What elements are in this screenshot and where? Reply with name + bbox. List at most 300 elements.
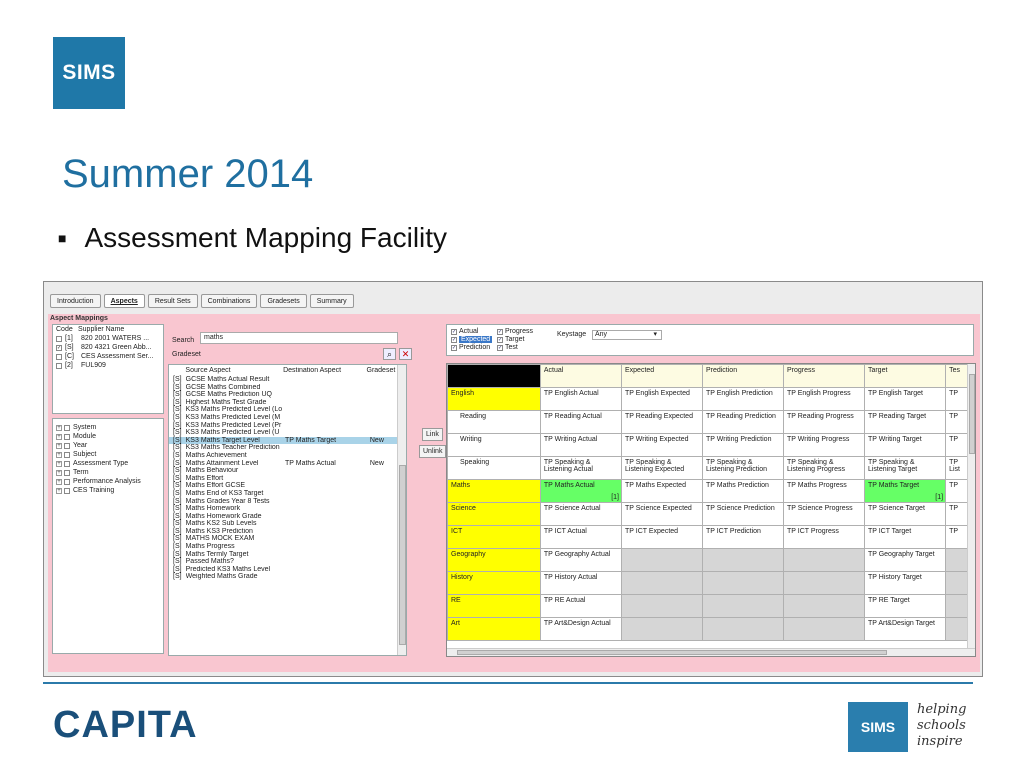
mapping-cell[interactable] <box>946 457 968 480</box>
source-row-code: [S] <box>173 512 182 520</box>
tree-item-label: Subject <box>73 451 97 458</box>
filter-target[interactable] <box>497 336 524 343</box>
mapping-cell[interactable] <box>622 503 703 526</box>
source-row-code: [S] <box>173 527 182 535</box>
filter-label: Target <box>505 336 525 343</box>
mapping-cell-text: TP <box>949 528 959 535</box>
grid-column-header[interactable]: Prediction <box>702 365 783 388</box>
tab-result-sets[interactable]: Result Sets <box>148 294 198 308</box>
source-row-grade: New <box>369 436 384 444</box>
grid-row <box>448 595 975 618</box>
supplier-row[interactable] <box>53 361 163 370</box>
source-row-source: MATHS MOCK EXAM <box>185 535 255 543</box>
filter-actual[interactable] <box>451 328 478 335</box>
source-aspect-row[interactable] <box>169 399 406 407</box>
supplier-checkbox[interactable] <box>56 363 62 369</box>
expand-icon[interactable]: + <box>57 433 61 440</box>
mapping-cell-text: TP Writing Target <box>867 436 922 443</box>
source-aspect-row[interactable] <box>169 520 406 528</box>
mapping-cell-text: TP English Target <box>867 390 923 397</box>
mapping-cell[interactable] <box>622 572 703 595</box>
source-row-dest <box>285 467 370 475</box>
mapping-cell[interactable] <box>702 618 783 641</box>
keystage-label: Keystage <box>557 331 587 338</box>
supplier-name: CES Assessment Ser... <box>81 353 154 360</box>
mapping-cell[interactable] <box>702 503 783 526</box>
source-row-source: Maths Effort <box>185 474 224 482</box>
grid-corner <box>448 365 541 388</box>
checkbox[interactable]: ✓ <box>452 344 457 351</box>
mapping-cell[interactable] <box>783 595 864 618</box>
supplier-row[interactable] <box>53 343 163 352</box>
source-row-source: Maths Attainment Level <box>185 459 259 467</box>
source-aspect-row[interactable] <box>169 543 406 551</box>
source-list-header <box>169 365 406 376</box>
mapping-cell-text: TP <box>949 436 959 443</box>
mapping-cell[interactable] <box>783 480 864 503</box>
mapping-cell-text: TP ICT Progress <box>786 528 839 535</box>
subject-cell[interactable]: Writing <box>448 434 541 457</box>
mapping-cell[interactable] <box>946 411 968 434</box>
source-row-dest <box>285 384 370 392</box>
sims-footer-logo: SIMS <box>848 702 908 752</box>
mapping-cell[interactable] <box>540 618 621 641</box>
mapping-cell[interactable] <box>540 595 621 618</box>
source-row-code: [S] <box>173 376 182 383</box>
bullet-point <box>58 222 447 254</box>
subject-cell[interactable]: Art <box>448 618 541 641</box>
source-row-code: [S] <box>173 543 182 551</box>
mapping-cell[interactable] <box>702 526 783 549</box>
mapping-cell[interactable] <box>783 434 864 457</box>
mapping-cell[interactable] <box>702 595 783 618</box>
tree-item-label: Term <box>73 469 89 476</box>
tree-item[interactable] <box>53 477 163 486</box>
search-input[interactable]: maths <box>200 332 398 344</box>
mapping-cell[interactable] <box>702 434 783 457</box>
checkbox[interactable]: ✓ <box>452 336 457 343</box>
filter-progress[interactable] <box>497 328 533 335</box>
mapping-cell[interactable] <box>864 572 945 595</box>
mapping-cell-text: TP RE Target <box>867 597 910 604</box>
source-aspect-row[interactable] <box>169 490 406 498</box>
tree-item[interactable] <box>53 423 163 432</box>
filter-label: Actual <box>459 328 479 335</box>
square-bullet-icon: ■ <box>58 230 67 246</box>
mapping-cell[interactable] <box>702 411 783 434</box>
grid-column-header[interactable]: Tes <box>946 365 968 388</box>
source-row-code: [S] <box>173 459 182 467</box>
unlink-button[interactable]: Unlink <box>419 445 446 458</box>
source-aspect-row[interactable] <box>169 376 406 384</box>
grid-row <box>448 457 975 480</box>
source-row-source: KS3 Maths Teacher Prediction <box>185 444 280 452</box>
tree-item-label: Module <box>73 433 96 440</box>
dropdown-arrow-icon: ▾ <box>653 331 657 338</box>
source-row-code: [S] <box>173 429 182 437</box>
checkbox[interactable]: ✓ <box>498 344 503 351</box>
mapping-cell[interactable] <box>864 388 945 411</box>
source-column-header[interactable]: Destination Aspect <box>283 367 342 374</box>
expand-icon[interactable]: + <box>57 424 61 431</box>
aspect-type-filters <box>446 324 974 356</box>
filter-expected[interactable] <box>451 336 492 343</box>
source-row-dest <box>285 399 370 407</box>
mapping-cell[interactable] <box>864 618 945 641</box>
source-row-source: Maths Termly Target <box>185 550 249 558</box>
source-row-dest <box>285 422 370 430</box>
source-row-dest <box>285 505 370 513</box>
grid-scrollbar-thumb[interactable] <box>969 374 975 454</box>
tree-item[interactable] <box>53 459 163 468</box>
subject-cell[interactable]: Reading <box>448 411 541 434</box>
tree-item[interactable] <box>53 441 163 450</box>
mapping-cell[interactable] <box>783 618 864 641</box>
source-aspect-row[interactable] <box>169 437 406 445</box>
mapping-cell[interactable] <box>702 457 783 480</box>
tree-item[interactable] <box>53 450 163 459</box>
supplier-name-column-header[interactable]: Supplier Name <box>78 326 125 333</box>
mapping-cell-text: TP <box>949 390 959 397</box>
tab-bar <box>50 294 354 308</box>
source-row-dest <box>285 513 370 521</box>
subject-cell[interactable]: Maths <box>448 480 541 503</box>
screenshot-window <box>43 281 983 677</box>
source-row-code: [S] <box>173 413 182 421</box>
source-aspect-row[interactable] <box>169 475 406 483</box>
source-row-code: [S] <box>173 497 182 505</box>
supplier-code: [S] <box>65 344 74 351</box>
source-row-source: KS3 Maths Predicted Level (M <box>185 413 281 421</box>
expand-icon[interactable]: + <box>57 442 61 449</box>
source-row-dest <box>285 573 370 581</box>
source-row-source: Maths End of KS3 Target <box>185 489 264 497</box>
mapping-cell[interactable] <box>783 411 864 434</box>
source-aspect-row[interactable] <box>169 528 406 536</box>
grid-horizontal-scrollbar[interactable] <box>447 648 975 656</box>
source-row-code: [S] <box>173 558 182 566</box>
mapping-cell[interactable] <box>864 457 945 480</box>
source-row-code: [S] <box>173 406 182 414</box>
mapping-cell[interactable] <box>702 572 783 595</box>
mapping-cell[interactable] <box>622 457 703 480</box>
mapping-cell[interactable] <box>946 434 968 457</box>
capita-logo: CAPITA <box>53 704 198 746</box>
mapping-cell[interactable] <box>864 434 945 457</box>
source-row-code: [S] <box>173 573 182 581</box>
mapping-cell[interactable] <box>622 618 703 641</box>
mapping-cell-text: TP English Progress <box>786 390 851 397</box>
link-button[interactable]: Link <box>422 428 443 441</box>
source-row-source: GCSE Maths Actual Result <box>185 376 270 383</box>
grid-column-header[interactable]: Expected <box>622 365 703 388</box>
grid-vertical-scrollbar[interactable] <box>967 364 975 656</box>
tree-item[interactable] <box>53 486 163 495</box>
tree-item-label: Performance Analysis <box>73 478 141 485</box>
source-aspect-row[interactable] <box>169 482 406 490</box>
source-row-dest <box>285 429 370 437</box>
gradeset-label: Gradeset <box>172 351 201 358</box>
mapping-cell-text: TP Geography Target <box>867 551 935 558</box>
tree-checkbox[interactable] <box>64 470 70 476</box>
tree-item[interactable] <box>53 432 163 441</box>
mapping-cell-text: TP Science Progress <box>786 505 853 512</box>
mapping-cell[interactable] <box>622 480 703 503</box>
search-icon[interactable]: ⌕ <box>383 348 396 360</box>
mapping-cell[interactable] <box>783 503 864 526</box>
mapping-cell[interactable] <box>622 434 703 457</box>
tree-checkbox[interactable] <box>64 434 70 440</box>
mapped-marker: [1] <box>935 494 944 501</box>
tab-aspects[interactable]: Aspects <box>104 294 145 308</box>
mapping-cell[interactable] <box>540 572 621 595</box>
subject-cell[interactable]: ICT <box>448 526 541 549</box>
supplier-code: [2] <box>65 362 73 369</box>
source-row-source: Weighted Maths Grade <box>185 573 258 581</box>
supplier-checkbox[interactable] <box>56 336 62 342</box>
mapping-cell-text: TP Reading Prediction <box>705 413 776 420</box>
source-row-code: [S] <box>173 383 182 391</box>
mapping-cell[interactable] <box>783 457 864 480</box>
grid-column-header[interactable]: Actual <box>540 365 621 388</box>
source-aspect-row[interactable] <box>169 558 406 566</box>
mapping-cell[interactable] <box>946 480 968 503</box>
category-tree <box>52 418 164 654</box>
source-aspect-row[interactable] <box>169 414 406 422</box>
source-aspect-row[interactable] <box>169 384 406 392</box>
mapping-cell-text: TP Reading Actual <box>543 413 602 420</box>
mapping-cell-text: TP <box>949 482 959 489</box>
source-column-header[interactable]: Source Aspect <box>185 367 231 374</box>
source-aspect-row[interactable] <box>169 444 406 452</box>
mapping-cell[interactable] <box>783 388 864 411</box>
source-row-code: [S] <box>173 520 182 528</box>
mapping-cell[interactable] <box>540 480 621 503</box>
grid-row <box>448 434 975 457</box>
expand-icon[interactable]: + <box>57 487 61 494</box>
source-aspect-row[interactable] <box>169 406 406 414</box>
tab-gradesets[interactable]: Gradesets <box>260 294 306 308</box>
source-aspect-row[interactable] <box>169 505 406 513</box>
mapping-cell[interactable] <box>540 549 621 572</box>
mapping-cell-text: TP <box>949 505 959 512</box>
source-row-dest <box>285 528 370 536</box>
source-aspect-row[interactable] <box>169 467 406 475</box>
source-row-dest <box>285 475 370 483</box>
clear-icon[interactable]: ✕ <box>399 348 412 360</box>
checkbox[interactable]: ✓ <box>452 328 457 335</box>
mapping-cell[interactable] <box>864 549 945 572</box>
scrollbar-thumb[interactable] <box>399 465 406 645</box>
source-row-source: Maths Progress <box>185 543 235 551</box>
subject-cell[interactable]: Geography <box>448 549 541 572</box>
mapping-grid <box>446 363 976 657</box>
mapping-cell[interactable] <box>946 526 968 549</box>
source-aspect-row[interactable] <box>169 429 406 437</box>
section-title: Aspect Mappings <box>50 315 108 322</box>
tab-summary[interactable]: Summary <box>310 294 354 308</box>
supplier-row[interactable] <box>53 352 163 361</box>
mapping-cell[interactable] <box>622 595 703 618</box>
source-column-header[interactable]: Gradeset <box>366 367 396 374</box>
mapping-cell-text: TP Science Prediction <box>705 505 775 512</box>
source-aspect-list <box>168 364 407 656</box>
expand-icon[interactable]: + <box>57 460 61 467</box>
source-aspect-row[interactable] <box>169 551 406 559</box>
source-row-source: Maths Grades Year 8 Tests <box>185 497 270 505</box>
subject-cell[interactable]: History <box>448 572 541 595</box>
mapping-cell-text: TP Reading Progress <box>786 413 854 420</box>
mapping-cell[interactable] <box>540 526 621 549</box>
mapping-cell[interactable] <box>622 549 703 572</box>
slide-title: Summer 2014 <box>62 152 314 196</box>
mapping-cell[interactable] <box>540 411 621 434</box>
source-row-dest <box>285 498 370 506</box>
mapping-cell[interactable] <box>540 388 621 411</box>
mapping-cell[interactable] <box>946 503 968 526</box>
mapping-cell-text: TP Writing Prediction <box>705 436 772 443</box>
keystage-select[interactable]: Any ▾ <box>592 330 662 340</box>
source-aspect-row[interactable] <box>169 513 406 521</box>
tab-combinations[interactable]: Combinations <box>201 294 258 308</box>
mapping-cell[interactable] <box>702 549 783 572</box>
tree-checkbox[interactable] <box>64 461 70 467</box>
source-row-source: KS3 Maths Predicted Level (Lo <box>185 406 283 414</box>
mapping-cell[interactable] <box>622 411 703 434</box>
grid-column-header[interactable]: Target <box>864 365 945 388</box>
mapping-cell[interactable] <box>540 434 621 457</box>
mapping-cell[interactable] <box>864 595 945 618</box>
mapping-cell-text: TP Art&Design Actual <box>543 620 611 627</box>
mapping-cell-text: TP ICT Target <box>867 528 912 535</box>
source-row-dest <box>285 535 370 543</box>
mapping-cell-text: TP Speaking & Listening Actual <box>543 459 593 473</box>
subject-cell[interactable]: RE <box>448 595 541 618</box>
source-row-code: [S] <box>173 436 182 444</box>
tree-checkbox[interactable] <box>64 443 70 449</box>
mapping-cell[interactable] <box>783 572 864 595</box>
supplier-name: FUL909 <box>81 362 106 369</box>
mapping-cell[interactable] <box>946 388 968 411</box>
source-row-code: [S] <box>173 421 182 429</box>
tree-checkbox[interactable] <box>64 425 70 431</box>
mapping-cell-text: TP Maths Expected <box>625 482 686 489</box>
source-aspect-row[interactable] <box>169 566 406 574</box>
subject-cell[interactable]: Speaking <box>448 457 541 480</box>
tree-checkbox[interactable] <box>64 452 70 458</box>
mapping-cell-text: TP Writing Progress <box>786 436 850 443</box>
source-row-dest <box>285 414 370 422</box>
filter-test[interactable] <box>497 344 518 351</box>
mapping-cell[interactable] <box>622 526 703 549</box>
source-aspect-row[interactable] <box>169 460 406 468</box>
mapping-cell[interactable] <box>622 388 703 411</box>
source-row-code: [S] <box>173 398 182 406</box>
expand-icon[interactable]: + <box>57 478 61 485</box>
mapping-cell[interactable] <box>864 480 945 503</box>
bullet-text: Assessment Mapping Facility <box>84 222 448 253</box>
expand-icon[interactable]: + <box>57 469 61 476</box>
source-row-source: Maths Effort GCSE <box>185 482 246 490</box>
subject-cell[interactable]: Science <box>448 503 541 526</box>
supplier-row[interactable] <box>53 334 163 343</box>
mapping-cell[interactable] <box>702 388 783 411</box>
filter-label: Expected <box>461 336 491 343</box>
mapping-cell-text: TP RE Actual <box>543 597 586 604</box>
mapping-cell-text: TP ICT Actual <box>543 528 587 535</box>
filter-label: Progress <box>505 328 534 335</box>
source-row-code: [S] <box>173 444 182 452</box>
supplier-checkbox[interactable]: ✓ <box>57 344 62 351</box>
source-aspect-row[interactable] <box>169 391 406 399</box>
source-row-source: KS3 Maths Predicted Level (U <box>185 429 280 437</box>
mapping-cell[interactable] <box>702 480 783 503</box>
supplier-checkbox[interactable] <box>56 354 62 360</box>
checkbox[interactable]: ✓ <box>498 328 503 335</box>
subject-cell[interactable]: English <box>448 388 541 411</box>
checkbox[interactable]: ✓ <box>498 336 503 343</box>
supplier-name: 820 4321 Green Abb... <box>81 344 152 351</box>
source-aspect-row[interactable] <box>169 573 406 581</box>
source-row-source: Highest Maths Test Grade <box>185 398 267 406</box>
mapped-marker: [1] <box>611 494 619 501</box>
mapping-cell-text: TP ICT Expected <box>625 528 679 535</box>
expand-icon[interactable]: + <box>57 451 61 458</box>
source-row-source: KS3 Maths Target Level <box>185 436 260 444</box>
tab-introduction[interactable]: Introduction <box>50 294 101 308</box>
source-aspect-row[interactable] <box>169 498 406 506</box>
tree-item[interactable] <box>53 468 163 477</box>
source-aspect-row[interactable] <box>169 452 406 460</box>
mapping-cell[interactable] <box>540 457 621 480</box>
aspect-mappings-panel <box>48 314 980 672</box>
mapping-cell-text: TP Writing Expected <box>625 436 689 443</box>
mapping-cell[interactable] <box>783 526 864 549</box>
source-list-scrollbar[interactable] <box>397 365 406 655</box>
source-row-source: Maths Achievement <box>185 451 247 459</box>
mapping-cell[interactable] <box>864 503 945 526</box>
grid-row <box>448 411 975 434</box>
source-aspect-row[interactable] <box>169 422 406 430</box>
mapping-cell-text: TP Art&Design Target <box>867 620 936 627</box>
source-row-code: [S] <box>173 489 182 497</box>
grid-hscroll-thumb[interactable] <box>457 650 887 655</box>
supplier-name: 820 2001 WATERS ... <box>81 335 150 342</box>
source-row-code: [S] <box>173 474 182 482</box>
mapping-cell-text: TP English Expected <box>625 390 690 397</box>
sims-logo: SIMS <box>53 37 125 109</box>
source-row-source: Maths Homework Grade <box>185 512 262 520</box>
filter-prediction[interactable] <box>451 344 490 351</box>
mapping-cell-text: TP History Target <box>867 574 922 581</box>
source-row-dest <box>285 566 370 574</box>
mapping-cell[interactable] <box>540 503 621 526</box>
mapping-cell[interactable] <box>946 572 968 595</box>
mapping-cell[interactable] <box>864 411 945 434</box>
grid-column-header[interactable]: Progress <box>783 365 864 388</box>
mapping-cell-text: TP Maths Prediction <box>705 482 769 489</box>
mapping-cell[interactable] <box>864 526 945 549</box>
mapping-cell[interactable] <box>946 618 968 641</box>
mapping-cell[interactable] <box>946 549 968 572</box>
source-aspect-row[interactable] <box>169 535 406 543</box>
tree-checkbox[interactable] <box>64 479 70 485</box>
mapping-cell[interactable] <box>783 549 864 572</box>
code-column-header[interactable]: Code <box>56 326 73 333</box>
mapping-cell[interactable] <box>946 595 968 618</box>
tree-checkbox[interactable] <box>64 488 70 494</box>
source-row-dest <box>285 406 370 414</box>
